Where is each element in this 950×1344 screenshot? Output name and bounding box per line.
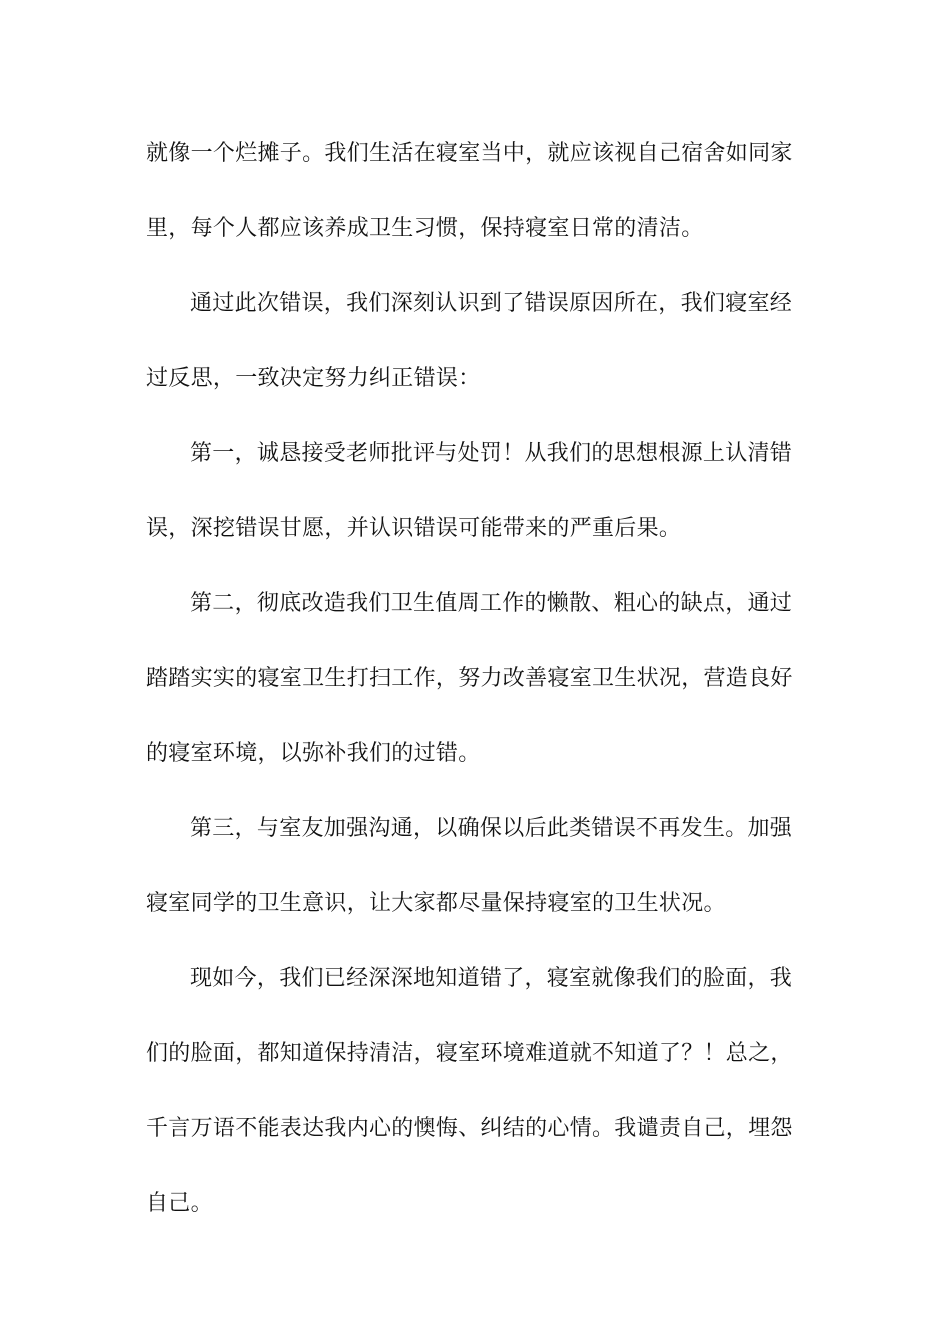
text-line: 现如今，我们已经深深地知道错了，寝室就像我们的脸面，我 — [190, 966, 793, 991]
text-line: 踏踏实实的寝室卫生打扫工作，努力改善寝室卫生状况，营造良好 — [146, 666, 793, 691]
text-line: 过反思，一致决定努力纠正错误： — [146, 366, 481, 391]
document-body — [146, 136, 806, 1261]
text-line: 误，深挖错误甘愿，并认识错误可能带来的严重后果。 — [146, 516, 682, 541]
paragraph-1 — [146, 136, 806, 286]
paragraph-3 — [146, 436, 806, 586]
text-line: 自己。 — [146, 1191, 213, 1216]
paragraph-4 — [146, 586, 806, 811]
text-line: 第一，诚恳接受老师批评与处罚！从我们的思想根源上认清错 — [190, 441, 793, 466]
text-line: 千言万语不能表达我内心的懊悔、纠结的心情。我谴责自己，埋怨 — [146, 1116, 793, 1141]
text-line: 第三，与室友加强沟通，以确保以后此类错误不再发生。加强 — [190, 816, 793, 841]
text-line: 的寝室环境，以弥补我们的过错。 — [146, 741, 481, 766]
paragraph-6 — [146, 961, 806, 1261]
text-line: 通过此次错误，我们深刻认识到了错误原因所在，我们寝室经 — [190, 291, 793, 316]
paragraph-2 — [146, 286, 806, 436]
text-line: 里，每个人都应该养成卫生习惯，保持寝室日常的清洁。 — [146, 216, 704, 241]
text-line: 们的脸面，都知道保持清洁，寝室环境难道就不知道了？！总之， — [146, 1041, 793, 1066]
text-line: 寝室同学的卫生意识，让大家都尽量保持寝室的卫生状况。 — [146, 891, 726, 916]
text-line: 第二，彻底改造我们卫生值周工作的懒散、粗心的缺点，通过 — [190, 591, 793, 616]
paragraph-5 — [146, 811, 806, 961]
text-line: 就像一个烂摊子。我们生活在寝室当中，就应该视自己宿舍如同家 — [146, 141, 793, 166]
